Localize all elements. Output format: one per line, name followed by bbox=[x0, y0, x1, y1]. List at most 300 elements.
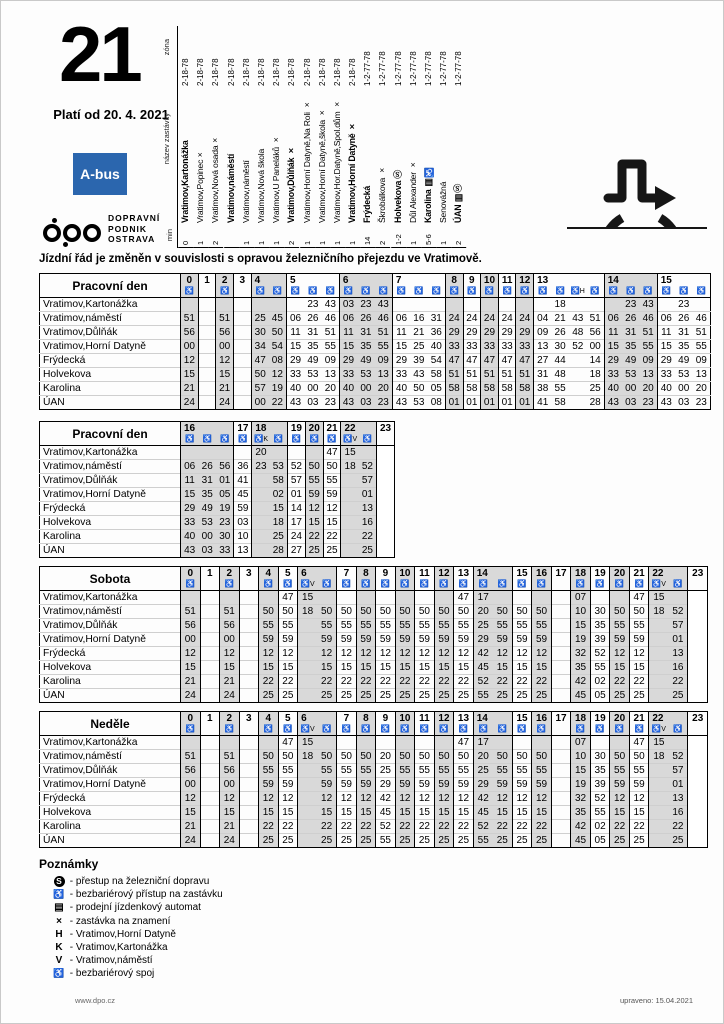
hour-group-header: 20 ♿ bbox=[610, 712, 630, 736]
time-cell: 53 bbox=[675, 368, 693, 382]
wheelchair-icon: ♿ bbox=[220, 434, 230, 443]
time-cell: 12 bbox=[259, 792, 279, 806]
time-cell: 56 bbox=[181, 619, 201, 633]
wheelchair-icon: ♿ bbox=[263, 724, 273, 733]
timetable-row bbox=[40, 530, 395, 544]
time-cell: 01 bbox=[668, 778, 688, 792]
station-min: 2 bbox=[208, 223, 223, 248]
time-cell: 03 bbox=[304, 396, 322, 410]
ticket-machine-icon: ▤ bbox=[54, 902, 64, 914]
wheelchair-icon: ♿ bbox=[661, 286, 672, 295]
time-cell bbox=[688, 806, 708, 820]
time-cell: 50 bbox=[305, 460, 323, 474]
time-cell bbox=[239, 750, 259, 764]
time-cell: 15 bbox=[434, 806, 454, 820]
time-cell: 46 bbox=[322, 312, 340, 326]
time-cell: 22 bbox=[259, 820, 279, 834]
time-cell bbox=[198, 382, 216, 396]
row-station-name: Vratimov,náměstí bbox=[40, 605, 181, 619]
wheelchair-icon: ♿ bbox=[679, 286, 689, 295]
time-cell: 12 bbox=[337, 647, 357, 661]
time-cell: 04 bbox=[534, 312, 552, 326]
time-cell: 51 bbox=[498, 368, 516, 382]
time-cell: 54 bbox=[428, 354, 446, 368]
time-cell: 56 bbox=[220, 619, 240, 633]
time-cell: 15 bbox=[629, 661, 649, 675]
time-cell: 25 bbox=[359, 544, 377, 558]
time-cell bbox=[668, 591, 688, 605]
time-cell bbox=[415, 736, 435, 750]
time-cell bbox=[688, 633, 708, 647]
hour-group-header: 23 bbox=[377, 422, 395, 446]
time-cell: 18 bbox=[649, 605, 669, 619]
time-cell: 51 bbox=[445, 368, 463, 382]
time-cell: 13 bbox=[359, 502, 377, 516]
station-column bbox=[360, 26, 375, 248]
time-cell: 25 bbox=[512, 834, 532, 848]
station-min: 1-2 bbox=[391, 223, 406, 248]
time-cell: 12 bbox=[512, 647, 532, 661]
wheelchair-icon: ♿ bbox=[419, 724, 430, 733]
hour-group-header: 7 ♿ ♿ ♿ bbox=[392, 274, 445, 298]
time-cell: 12 bbox=[278, 792, 298, 806]
time-cell: 59 bbox=[512, 778, 532, 792]
time-cell: 15 bbox=[649, 591, 669, 605]
time-cell bbox=[395, 736, 415, 750]
time-cell: 56 bbox=[181, 326, 199, 340]
time-cell bbox=[649, 820, 669, 834]
hour-group-header: 17 bbox=[551, 712, 571, 736]
wheelchair-icon: ♿ bbox=[380, 724, 391, 733]
hour-group-header: 20 ♿ bbox=[305, 422, 323, 446]
time-cell bbox=[239, 806, 259, 820]
time-cell: 55 bbox=[278, 619, 298, 633]
time-cell: 15 bbox=[376, 661, 396, 675]
time-cell: 45 bbox=[269, 312, 287, 326]
hour-group-header: 1 bbox=[200, 567, 220, 591]
time-cell: 33 bbox=[604, 368, 622, 382]
row-station-name: ÚAN bbox=[40, 689, 181, 703]
time-cell: 01 bbox=[516, 396, 534, 410]
time-cell: 12 bbox=[395, 647, 415, 661]
time-cell bbox=[569, 396, 587, 410]
time-cell: 12 bbox=[532, 647, 552, 661]
time-cell: 59 bbox=[532, 633, 552, 647]
time-cell: 15 bbox=[395, 806, 415, 820]
time-cell: 06 bbox=[657, 312, 675, 326]
time-cell: 59 bbox=[610, 778, 630, 792]
hour-group-header: 0 ♿ bbox=[181, 567, 201, 591]
wheelchair-icon: ♿ bbox=[361, 579, 371, 588]
time-cell bbox=[239, 764, 259, 778]
time-cell: 15 bbox=[317, 661, 337, 675]
time-cell: 47 bbox=[278, 736, 298, 750]
time-cell: 06 bbox=[392, 312, 410, 326]
hour-group-header: 0 ♿ bbox=[181, 274, 199, 298]
time-cell: 52 bbox=[473, 820, 493, 834]
time-cell: 25 bbox=[610, 689, 630, 703]
time-cell: 25 bbox=[278, 834, 298, 848]
note-item bbox=[39, 941, 223, 954]
station-min: 2 bbox=[284, 223, 299, 248]
station-name: Vratimov,náměstí bbox=[240, 160, 251, 223]
time-cell: 22 bbox=[629, 675, 649, 689]
station-min: 14 bbox=[360, 223, 375, 248]
time-cell bbox=[200, 778, 220, 792]
timetable bbox=[39, 566, 708, 703]
time-cell: 22 bbox=[337, 675, 357, 689]
wheelchair-icon: ♿ bbox=[400, 579, 410, 588]
time-cell bbox=[688, 647, 708, 661]
time-cell: 44 bbox=[551, 354, 569, 368]
time-cell: 57 bbox=[668, 619, 688, 633]
row-station-name: Holvekova bbox=[40, 806, 181, 820]
time-cell: 57 bbox=[287, 474, 305, 488]
time-cell: 22 bbox=[668, 820, 688, 834]
time-cell: 59 bbox=[415, 633, 435, 647]
time-cell: 23 bbox=[640, 396, 658, 410]
hour-group-header: 16 ♿ bbox=[532, 712, 552, 736]
time-cell: 50 bbox=[493, 750, 513, 764]
hour-group-header: 3 bbox=[233, 274, 251, 298]
time-cell: 59 bbox=[415, 778, 435, 792]
station-column bbox=[406, 26, 421, 248]
hour-group-header: 1 bbox=[198, 274, 216, 298]
time-cell: 55 bbox=[376, 619, 396, 633]
timetable-row bbox=[40, 750, 708, 764]
time-cell: 24 bbox=[498, 312, 516, 326]
time-cell bbox=[239, 619, 259, 633]
station-name: Vratimov,Horní Datyně,škola × bbox=[316, 107, 327, 223]
time-cell: 28 bbox=[587, 396, 605, 410]
time-cell bbox=[239, 689, 259, 703]
note-item bbox=[39, 928, 223, 941]
abus-logo: A-bus bbox=[73, 153, 127, 195]
hour-group-header: 22 ♿V ♿ bbox=[341, 422, 377, 446]
wheelchair-icon: ♿ bbox=[290, 286, 301, 295]
time-cell bbox=[252, 488, 270, 502]
time-cell: 13 bbox=[375, 368, 393, 382]
hour-group-header: 17 bbox=[551, 567, 571, 591]
time-cell: 13 bbox=[234, 544, 252, 558]
time-cell bbox=[356, 736, 376, 750]
time-cell: 52 bbox=[668, 605, 688, 619]
time-cell: 59 bbox=[454, 633, 474, 647]
hour-group-header: 18 ♿K ♿ bbox=[252, 422, 288, 446]
axis-label-zone: zóna bbox=[162, 39, 171, 56]
time-cell: 53 bbox=[622, 368, 640, 382]
time-cell bbox=[534, 298, 552, 312]
timetable-row bbox=[40, 661, 708, 675]
time-cell: 55 bbox=[610, 764, 630, 778]
time-cell: 59 bbox=[629, 778, 649, 792]
time-cell bbox=[493, 736, 513, 750]
time-cell: 38 bbox=[534, 382, 552, 396]
time-cell: 17 bbox=[473, 591, 493, 605]
time-cell: 06 bbox=[286, 312, 304, 326]
time-cell: 15 bbox=[493, 661, 513, 675]
time-cell: 24 bbox=[220, 834, 240, 848]
time-cell: 18 bbox=[341, 460, 359, 474]
time-cell: 17 bbox=[473, 736, 493, 750]
time-cell: 22 bbox=[317, 820, 337, 834]
time-cell: 46 bbox=[375, 312, 393, 326]
wheelchair-icon: ♿ bbox=[696, 286, 706, 295]
row-station-name: Karolina bbox=[40, 382, 181, 396]
time-cell: 06 bbox=[604, 312, 622, 326]
time-cell: 35 bbox=[304, 340, 322, 354]
time-cell: 51 bbox=[375, 326, 393, 340]
time-cell: 53 bbox=[410, 396, 428, 410]
wheelchair-icon: ♿ bbox=[467, 286, 477, 295]
hour-group-header: 13 ♿ bbox=[454, 567, 474, 591]
wheelchair-icon: ♿ bbox=[224, 579, 234, 588]
row-station-name: Vratimov,Důlňák bbox=[40, 326, 181, 340]
note-item bbox=[39, 901, 223, 914]
time-cell: 55 bbox=[629, 764, 649, 778]
time-cell bbox=[377, 446, 395, 460]
station-name: Škrobálkova × bbox=[377, 165, 388, 223]
time-cell bbox=[604, 298, 622, 312]
time-cell bbox=[649, 633, 669, 647]
time-cell bbox=[512, 736, 532, 750]
time-cell: 40 bbox=[604, 382, 622, 396]
wheelchair-icon: ♿ bbox=[643, 286, 653, 295]
row-station-name: Vratimov,Důlňák bbox=[40, 619, 181, 633]
time-cell: 51 bbox=[220, 750, 240, 764]
time-cell bbox=[233, 340, 251, 354]
time-cell: 10 bbox=[571, 750, 591, 764]
time-cell: 12 bbox=[305, 502, 323, 516]
time-cell bbox=[377, 460, 395, 474]
station-zone: 2-18-78 bbox=[332, 58, 342, 86]
time-cell: 22 bbox=[532, 820, 552, 834]
station-min: 1 bbox=[269, 223, 284, 248]
row-station-name: Holvekova bbox=[40, 516, 181, 530]
time-cell: 12 bbox=[629, 792, 649, 806]
time-cell: 55 bbox=[610, 619, 630, 633]
time-cell: 41 bbox=[534, 396, 552, 410]
time-cell: 31 bbox=[428, 312, 446, 326]
time-cell: 26 bbox=[675, 312, 693, 326]
time-cell bbox=[181, 298, 199, 312]
time-cell: 52 bbox=[590, 792, 610, 806]
time-cell bbox=[377, 474, 395, 488]
time-cell bbox=[181, 736, 201, 750]
time-cell bbox=[516, 298, 534, 312]
station-name: Frýdecká bbox=[362, 185, 373, 223]
time-cell bbox=[198, 298, 216, 312]
time-cell bbox=[317, 736, 337, 750]
timetable-row bbox=[40, 633, 708, 647]
time-cell: 50 bbox=[337, 750, 357, 764]
time-cell: 55 bbox=[278, 764, 298, 778]
time-cell: 24 bbox=[463, 312, 481, 326]
time-cell: 34 bbox=[251, 340, 269, 354]
time-cell: 26 bbox=[198, 460, 216, 474]
timetable-row bbox=[40, 778, 708, 792]
time-cell: 35 bbox=[622, 340, 640, 354]
time-cell bbox=[259, 736, 279, 750]
time-cell: 56 bbox=[216, 326, 234, 340]
station-zone: 1-2-77-78 bbox=[378, 51, 388, 86]
time-cell: 15 bbox=[317, 806, 337, 820]
timetable-row bbox=[40, 382, 711, 396]
time-cell bbox=[234, 446, 252, 460]
time-cell: 02 bbox=[590, 675, 610, 689]
time-cell bbox=[341, 474, 359, 488]
time-cell: 25 bbox=[317, 689, 337, 703]
time-cell bbox=[298, 778, 318, 792]
time-cell: 11 bbox=[339, 326, 357, 340]
time-cell: 20 bbox=[693, 382, 711, 396]
hour-group-header: 21 ♿ bbox=[629, 712, 649, 736]
time-cell: 59 bbox=[629, 633, 649, 647]
time-cell bbox=[551, 736, 571, 750]
time-cell: 47 bbox=[454, 591, 474, 605]
time-cell: 22 bbox=[434, 820, 454, 834]
time-cell: 43 bbox=[324, 299, 336, 310]
time-cell: 12 bbox=[532, 792, 552, 806]
time-cell: 03 bbox=[357, 396, 375, 410]
time-cell bbox=[649, 806, 669, 820]
station-min: 1 bbox=[406, 223, 421, 248]
hour-group-header: 22 ♿V ♿ bbox=[649, 712, 688, 736]
valid-from-date: Platí od 20. 4. 2021 bbox=[53, 107, 169, 122]
time-cell: 50 bbox=[629, 750, 649, 764]
timetable-row bbox=[40, 619, 708, 633]
time-cell: 25 bbox=[278, 689, 298, 703]
timetable-workday-pm bbox=[39, 421, 395, 558]
note-text: - zastávka na znamení bbox=[67, 915, 171, 927]
table-title: Pracovní den bbox=[40, 274, 181, 298]
time-cell bbox=[688, 736, 708, 750]
row-station-name: Vratimov,náměstí bbox=[40, 460, 181, 474]
time-cell: 22 bbox=[454, 820, 474, 834]
time-cell: 43 bbox=[410, 368, 428, 382]
time-cell: 23 bbox=[693, 396, 711, 410]
hour-group-header: 21 ♿ bbox=[323, 422, 341, 446]
time-cell bbox=[200, 605, 220, 619]
time-cell: 23 bbox=[216, 516, 234, 530]
time-cell: 29 bbox=[445, 326, 463, 340]
time-cell bbox=[200, 647, 220, 661]
time-cell: 55 bbox=[375, 340, 393, 354]
station-zone: 2-18-78 bbox=[226, 58, 236, 86]
time-cell: 31 bbox=[357, 326, 375, 340]
time-cell: 15 bbox=[181, 806, 201, 820]
time-cell: 32 bbox=[571, 792, 591, 806]
time-cell: 29 bbox=[339, 354, 357, 368]
time-cell bbox=[239, 792, 259, 806]
hour-group-header: 12 ♿ bbox=[434, 712, 454, 736]
time-cell bbox=[198, 368, 216, 382]
time-cell: 55 bbox=[473, 834, 493, 848]
time-cell: 16 bbox=[359, 516, 377, 530]
wheelchair-icon: ♿ bbox=[555, 286, 565, 295]
time-cell: 12 bbox=[323, 502, 341, 516]
time-cell: 12 bbox=[512, 792, 532, 806]
hour-group-header: 21 ♿ bbox=[629, 567, 649, 591]
time-cell bbox=[341, 544, 359, 558]
time-cell bbox=[649, 619, 669, 633]
station-min: 2 bbox=[451, 223, 466, 248]
time-cell: 12 bbox=[629, 647, 649, 661]
time-cell bbox=[551, 806, 571, 820]
time-cell: 47 bbox=[278, 591, 298, 605]
time-cell: 12 bbox=[269, 368, 287, 382]
hour-group-header: 23 bbox=[688, 712, 708, 736]
station-zone: 2-18-78 bbox=[302, 58, 312, 86]
time-cell: 25 bbox=[259, 689, 279, 703]
time-cell: 53 bbox=[357, 368, 375, 382]
time-cell: 25 bbox=[668, 689, 688, 703]
time-cell bbox=[587, 298, 605, 312]
wheelchair-icon: ♿ bbox=[414, 286, 424, 295]
time-cell: 53 bbox=[270, 460, 288, 474]
hour-group-header: 12 ♿ bbox=[516, 274, 534, 298]
time-cell: 06 bbox=[181, 460, 199, 474]
time-cell: 59 bbox=[532, 778, 552, 792]
notes-title: Poznámky bbox=[39, 857, 99, 871]
time-cell: 29 bbox=[392, 354, 410, 368]
time-cell: 52 bbox=[359, 460, 377, 474]
time-cell: 01 bbox=[287, 488, 305, 502]
time-cell: 59 bbox=[337, 778, 357, 792]
time-cell: 51 bbox=[693, 326, 711, 340]
timetable-row bbox=[40, 474, 395, 488]
time-cell: 47 bbox=[454, 736, 474, 750]
time-cell bbox=[233, 312, 251, 326]
time-cell: 12 bbox=[610, 647, 630, 661]
time-cell: 16 bbox=[668, 661, 688, 675]
hour-group-header: 2 ♿ bbox=[216, 274, 234, 298]
time-cell: 45 bbox=[234, 488, 252, 502]
time-cell: 15 bbox=[270, 502, 288, 516]
time-cell: 22 bbox=[434, 675, 454, 689]
row-station-name: Frýdecká bbox=[40, 647, 181, 661]
time-cell bbox=[233, 368, 251, 382]
time-cell: 50 bbox=[512, 750, 532, 764]
row-station-name: Holvekova bbox=[40, 661, 181, 675]
time-cell bbox=[551, 605, 571, 619]
time-cell: 32 bbox=[571, 647, 591, 661]
time-cell: 59 bbox=[434, 633, 454, 647]
row-station-name: Vratimov,Horní Datyně bbox=[40, 633, 181, 647]
time-cell bbox=[337, 736, 357, 750]
station-column bbox=[284, 26, 299, 248]
time-cell: 24 bbox=[220, 689, 240, 703]
time-cell: 51 bbox=[516, 368, 534, 382]
time-cell: 12 bbox=[434, 792, 454, 806]
time-cell: 24 bbox=[287, 530, 305, 544]
time-cell: 18 bbox=[298, 750, 318, 764]
notes-section bbox=[39, 857, 223, 981]
time-cell: 19 bbox=[571, 778, 591, 792]
time-cell bbox=[688, 675, 708, 689]
wheelchair-icon: ♿ bbox=[362, 434, 373, 443]
wheelchair-icon: ♿ bbox=[321, 579, 332, 588]
time-cell bbox=[649, 778, 669, 792]
time-cell bbox=[688, 619, 708, 633]
wheelchair-icon: ♿ bbox=[458, 724, 469, 733]
wheelchair-icon: ♿ bbox=[484, 286, 495, 295]
wheelchair-icon: ♿ bbox=[590, 286, 600, 295]
time-cell: 55 bbox=[259, 764, 279, 778]
hour-group-header: 19 ♿ bbox=[590, 712, 610, 736]
time-cell: 25 bbox=[610, 834, 630, 848]
time-cell: 50 bbox=[434, 605, 454, 619]
